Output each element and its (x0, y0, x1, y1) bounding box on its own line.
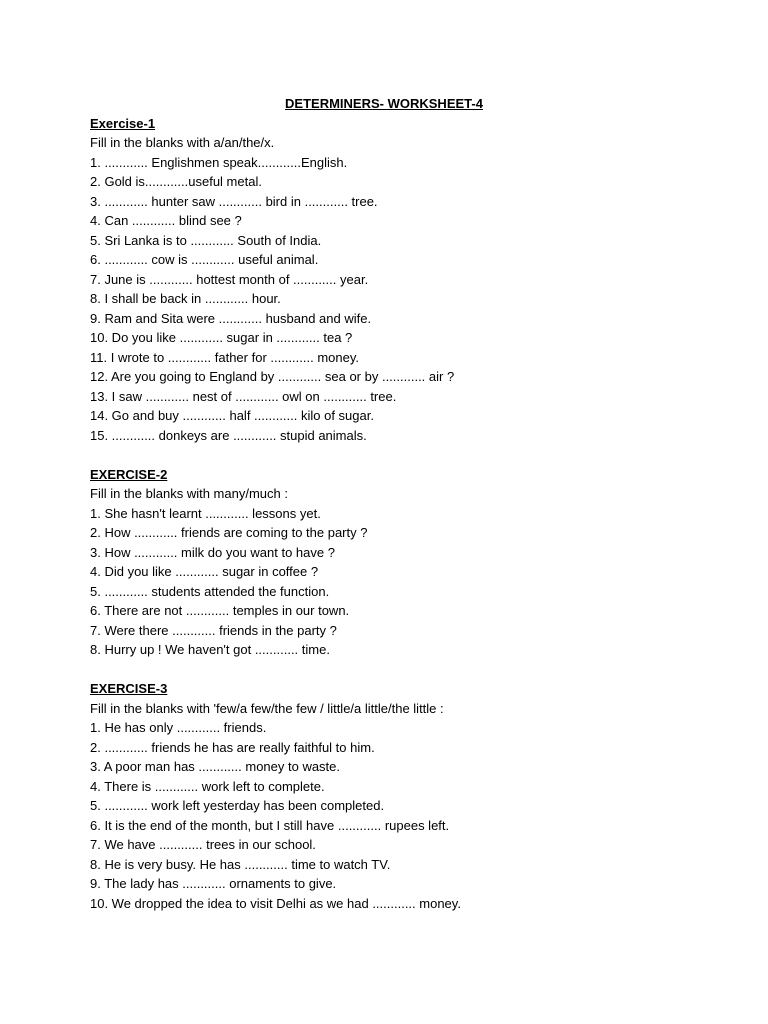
question-item: 1. She hasn't learnt ............ lessons yet. (90, 505, 321, 521)
question-item: 7. June is ............ hottest month of ............ year. (90, 271, 369, 287)
question-item: 7. Were there ............ friends in the party ? (90, 622, 337, 638)
question-item: 11. I wrote to ............ father for ............ money. (90, 349, 360, 365)
question-list (90, 718, 768, 913)
question-item: 9. The lady has ............ ornaments to give. (90, 876, 337, 891)
question-item: 4. Did you like ............ sugar in coffee ? (90, 564, 319, 579)
question-item: 1. ............ Englishmen speak............English. (90, 154, 348, 170)
question-item: 5. ............ work left yesterday has been completed. (90, 798, 385, 813)
question-item: 1. He has only ............ friends. (90, 720, 267, 735)
question-item: 9. Ram and Sita were ............ husband and wife. (90, 310, 372, 326)
question-item: 6. It is the end of the month, but I still have ............ rupees left. (90, 817, 450, 833)
question-item: 13. I saw ............ nest of ............ owl on ............ tree. (90, 388, 397, 404)
question-item: 8. Hurry up ! We haven't got ............ time. (90, 642, 330, 657)
question-item: 4. There is ............ work left to complete. (90, 778, 325, 794)
question-item: 2. How ............ friends are coming to the party ? (90, 525, 368, 540)
question-item: 7. We have ............ trees in our school. (90, 837, 316, 852)
question-item: 14. Go and buy ............ half ............ kilo of sugar. (90, 408, 374, 423)
question-item: 5. ............ students attended the function. (90, 583, 330, 599)
exercise-heading: EXERCISE-2 (90, 466, 168, 482)
question-item: 2. Gold is............useful metal. (90, 174, 262, 189)
question-item: 3. ............ hunter saw ............ bird in ............ tree. (90, 193, 378, 209)
question-item: 10. Do you like ............ sugar in ............ tea ? (90, 330, 353, 345)
question-list (90, 153, 768, 446)
question-item: 2. ............ friends he has are really faithful to him. (90, 739, 375, 755)
question-item: 8. He is very busy. He has ............ time to watch TV. (90, 856, 391, 872)
page-title: DETERMINERS- WORKSHEET-4 (285, 96, 483, 111)
exercise-instruction: Fill in the blanks with many/much : (90, 486, 288, 501)
question-item: 8. I shall be back in ............ hour. (90, 291, 281, 306)
question-item: 6. ............ cow is ............ useful animal. (90, 252, 319, 267)
question-item: 5. Sri Lanka is to ............ South of India. (90, 232, 322, 248)
exercise-list (90, 114, 768, 914)
question-list (90, 504, 768, 660)
question-item: 4. Can ............ blind see ? (90, 213, 242, 228)
question-item: 10. We dropped the idea to visit Delhi as we had ............ money. (90, 895, 461, 911)
exercise-instruction: Fill in the blanks with 'few/a few/the few / little/a little/the little : (90, 700, 444, 716)
exercise-1 (90, 114, 768, 446)
exercise-heading: Exercise-1 (90, 115, 156, 131)
question-item: 6. There are not ............ temples in our town. (90, 603, 350, 618)
exercise-2 (90, 465, 768, 660)
question-item: 3. How ............ milk do you want to have ? (90, 544, 335, 560)
question-item: 12. Are you going to England by ............ sea or by ............ air ? (90, 369, 455, 384)
exercise-3 (90, 679, 768, 913)
question-item: 3. A poor man has ............ money to waste. (90, 759, 341, 774)
exercise-instruction: Fill in the blanks with a/an/the/x. (90, 135, 275, 150)
question-item: 15. ............ donkeys are ............ stupid animals. (90, 427, 367, 443)
exercise-heading: EXERCISE-3 (90, 681, 168, 696)
